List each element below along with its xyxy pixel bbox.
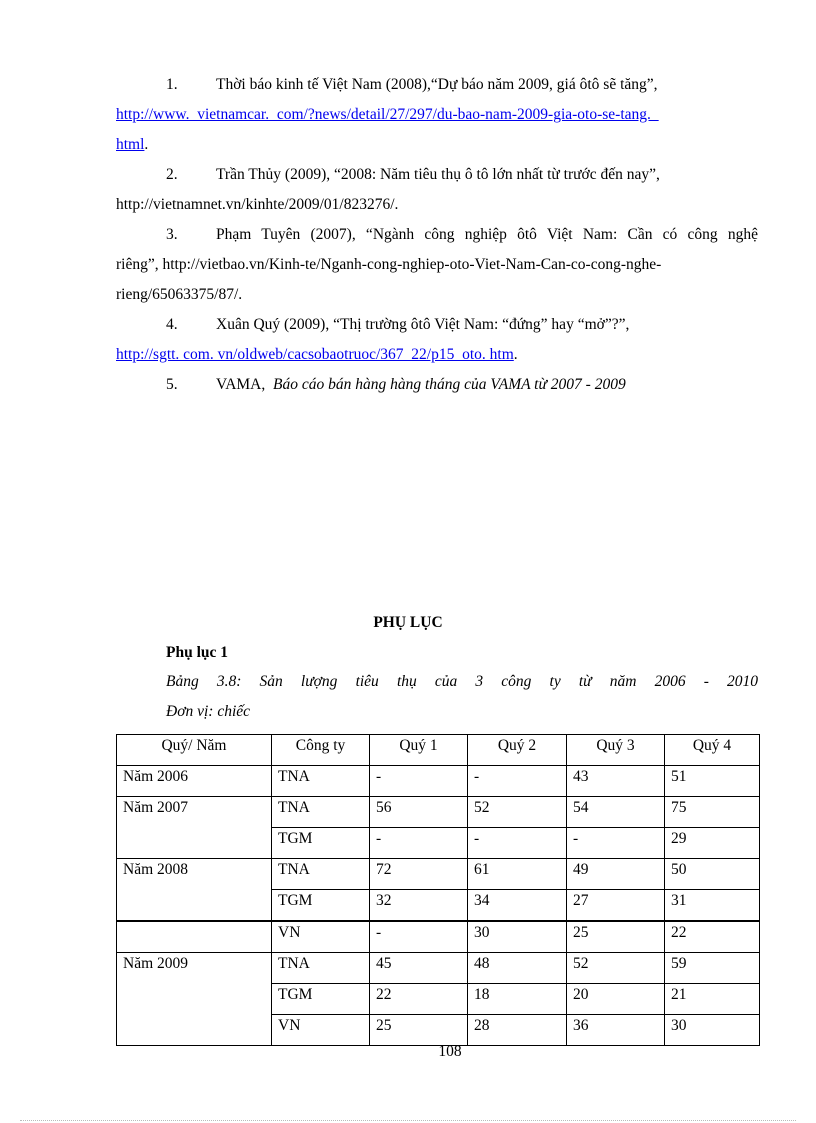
company-cell: TGM [272,828,370,859]
value-cell: 49 [567,859,665,890]
reference-3 [116,220,758,310]
value-cell: 30 [665,1015,760,1046]
year-cell [117,921,272,953]
reference-url: http://vietnamnet.vn/kinhte/2009/01/823276/. [116,196,399,213]
value-cell: 59 [665,953,760,984]
value-cell: 56 [370,797,468,828]
reference-1 [116,70,758,160]
company-cell: VN [272,1015,370,1046]
column-header: Quý/ Năm [117,735,272,766]
value-cell: 43 [567,766,665,797]
year-cell: Năm 2009 [117,953,272,1046]
page-number: 108 [438,1043,462,1060]
value-cell: - [567,828,665,859]
value-cell: 25 [567,921,665,953]
column-header: Quý 1 [370,735,468,766]
value-cell: 27 [567,890,665,922]
appendix-heading: PHỤ LỤC [373,614,443,631]
reference-url-continued: rieng/65063375/87/. [116,286,243,303]
reference-number: 1. [166,76,178,93]
value-cell: - [468,828,567,859]
value-cell: 45 [370,953,468,984]
value-cell: 36 [567,1015,665,1046]
company-cell: TGM [272,890,370,922]
company-cell: TNA [272,953,370,984]
table-caption: Bảng 3.8: Sản lượng tiêu thụ của 3 công ty từ năm 2006 - 2010 [166,673,758,690]
year-cell: Năm 2006 [117,766,272,797]
value-cell: 52 [468,797,567,828]
value-cell: 28 [468,1015,567,1046]
table-row [117,766,760,797]
company-cell: VN [272,921,370,953]
column-header: Quý 2 [468,735,567,766]
value-cell: 34 [468,890,567,922]
value-cell: - [468,766,567,797]
value-cell: 75 [665,797,760,828]
value-cell: 18 [468,984,567,1015]
reference-text: Xuân Quý (2009), “Thị trường ôtô Việt Nam: “đứng” hay “mở”?”, [216,316,630,333]
reference-text: VAMA, [216,376,266,393]
column-header: Công ty [272,735,370,766]
reference-number: 2. [166,166,178,183]
value-cell: 61 [468,859,567,890]
year-cell: Năm 2007 [117,797,272,859]
value-cell: 51 [665,766,760,797]
reference-title: Báo cáo bán hàng hàng tháng của VAMA từ 2007 - 2009 [273,376,626,393]
company-cell: TNA [272,797,370,828]
reference-2 [116,160,758,220]
reference-tail: . [513,346,518,363]
column-header: Quý 4 [665,735,760,766]
table-row [117,921,760,953]
sales-table [116,734,760,1046]
value-cell: 25 [370,1015,468,1046]
value-cell: - [370,921,468,953]
reference-link[interactable]: http://www. vietnamcar. com/?news/detail/27/297/du-bao-nam-2009-gia-oto-se-tang. [116,106,659,123]
value-cell: - [370,766,468,797]
reference-url: riêng”, http://vietbao.vn/Kinh-te/Nganh-cong-nghiep-oto-Viet-Nam-Can-co-cong-nghe- [116,256,662,273]
reference-text: Trần Thủy (2009), “2008: Năm tiêu thụ ô tô lớn nhất từ trước đến nay”, [216,166,660,183]
company-cell: TGM [272,984,370,1015]
appendix-label: Phụ lục 1 [166,644,229,661]
table-row [117,797,760,828]
reference-link-continued[interactable]: html [116,136,145,153]
reference-text: Thời báo kinh tế Việt Nam (2008),“Dự báo năm 2009, giá ôtô sẽ tăng”, [216,76,658,93]
value-cell: 22 [665,921,760,953]
value-cell: 72 [370,859,468,890]
value-cell: 31 [665,890,760,922]
value-cell: 20 [567,984,665,1015]
year-cell: Năm 2008 [117,859,272,922]
value-cell: 48 [468,953,567,984]
value-cell: 52 [567,953,665,984]
reference-4 [116,310,758,370]
table-header-row [117,735,760,766]
value-cell: 50 [665,859,760,890]
value-cell: 30 [468,921,567,953]
company-cell: TNA [272,859,370,890]
table-unit: Đơn vị: chiếc [166,703,251,720]
reference-5 [116,370,758,400]
value-cell: 32 [370,890,468,922]
page-edge-rule [20,1120,796,1121]
reference-tail: . [144,136,149,153]
table-row [117,859,760,890]
reference-number: 4. [166,316,178,333]
table-row [117,953,760,984]
reference-number: 3. [166,226,178,243]
value-cell: 21 [665,984,760,1015]
value-cell: - [370,828,468,859]
company-cell: TNA [272,766,370,797]
column-header: Quý 3 [567,735,665,766]
reference-number: 5. [166,376,178,393]
value-cell: 22 [370,984,468,1015]
reference-text: Phạm Tuyên (2007), “Ngành công nghiệp ôtô Việt Nam: Cần có công nghệ [216,226,758,243]
reference-link[interactable]: http://sgtt. com. vn/oldweb/cacsobaotruoc/367_22/p15_oto. htm [116,346,514,363]
value-cell: 29 [665,828,760,859]
value-cell: 54 [567,797,665,828]
